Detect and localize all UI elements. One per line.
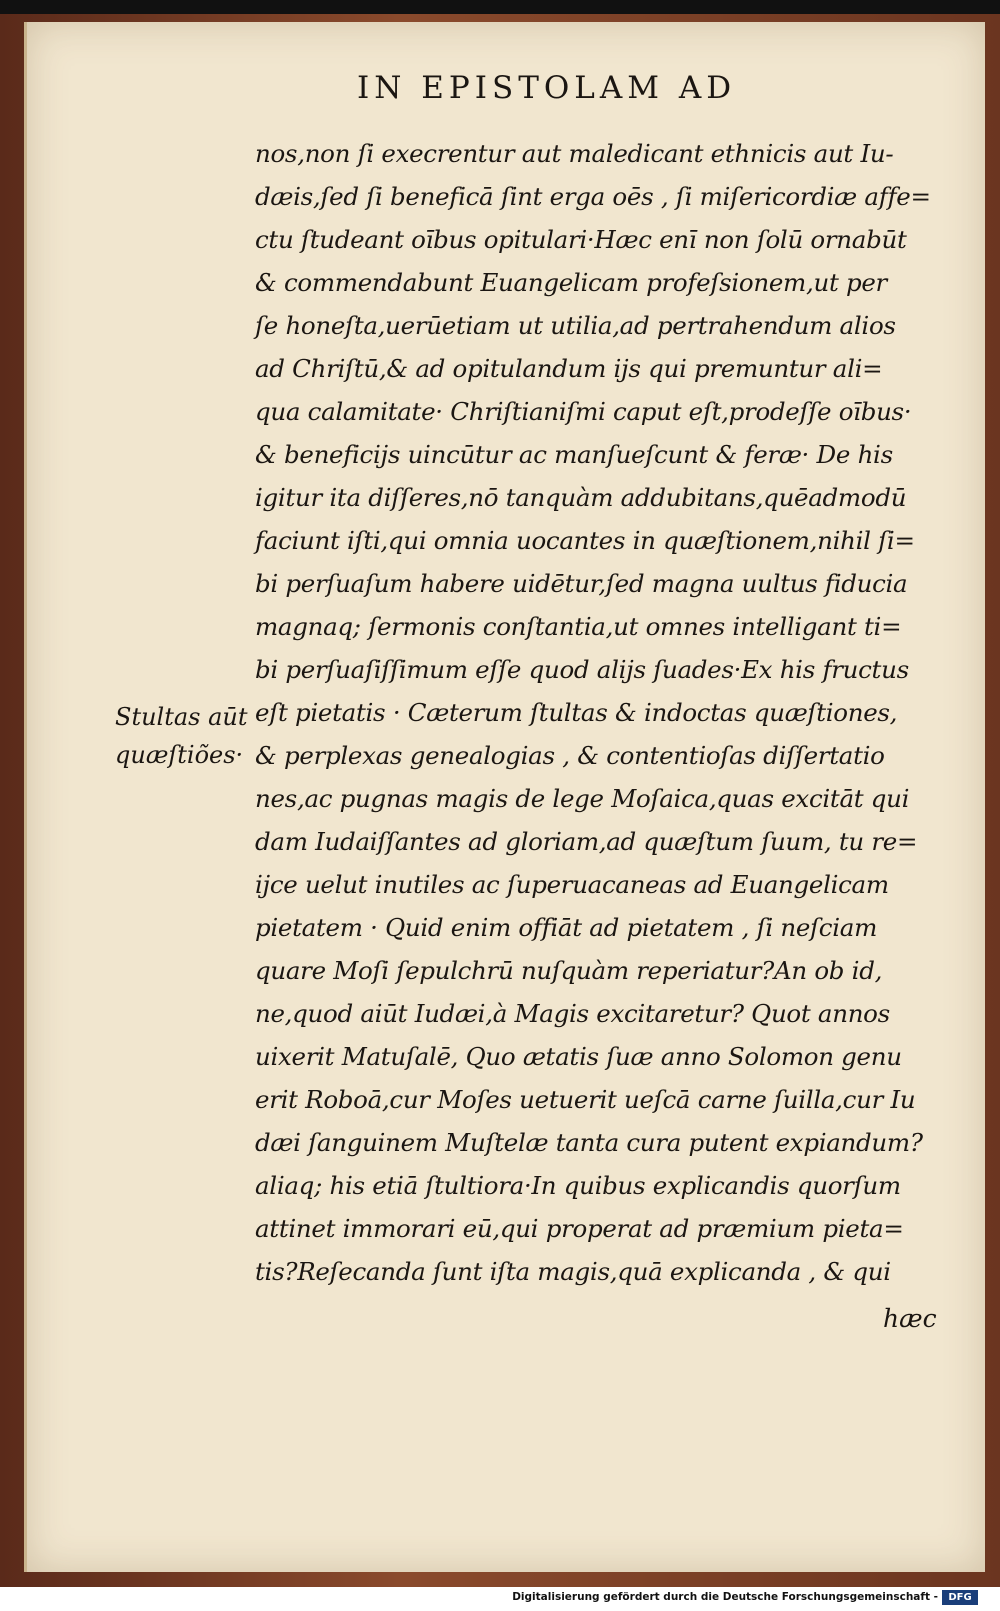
text-line: dæi ſanguinem Muſtelæ tanta cura putent expiandum? [255,1128,923,1157]
text-line: tis?Reſecanda ſunt iſta magis,quā explicanda , & qui [255,1257,891,1286]
book-page [24,22,985,1572]
text-line: bi perſuaſiſſimum eſſe quod alijs ſuades·Ex his fructus [255,655,909,684]
text-line: qua calamitate· Chriſtianiſmi caput eſt,prodeſſe oībus· [255,397,912,426]
text-line: & beneficijs uincūtur ac manſueſcunt & feræ· De his [255,440,893,469]
top-border [0,0,1000,14]
text-line: pietatem · Quid enim offiāt ad pietatem , ſi neſciam [255,913,877,942]
text-line: faciunt iſti,qui omnia uocantes in quæſtionem,nihil ſi= [255,526,915,555]
text-line: dam Iudaiſſantes ad gloriam,ad quæſtum ſuum, tu re= [255,827,918,856]
catchword: hæc [883,1304,937,1333]
text-line: igitur ita diſſeres,nō tanquàm addubitans,quēadmodū [255,483,907,512]
margin-note-line: quæſtiões· [115,741,244,769]
text-line: bi perſuaſum habere uidētur,ſed magna uultus fiducia [255,569,908,598]
running-head: IN EPISTOLAM AD [357,70,737,106]
text-line: nos,non ſi execrentur aut maledicant ethnicis aut Iu- [255,139,894,168]
text-line: ctu ſtudeant oībus opitulari·Hæc enī non ſolū ornabūt [255,225,907,254]
text-line: & commendabunt Euangelicam profeſsionem,ut per [255,268,887,297]
text-line: magnaq; ſermonis conſtantia,ut omnes intelligant ti= [255,612,902,641]
margin-note-line: Stultas aūt [115,703,248,731]
text-line: erit Roboā,cur Moſes uetuerit ueſcā carne ſuilla,cur Iu [255,1085,916,1114]
text-line: quare Moſi ſepulchrū nuſquàm reperiatur?An ob id, [255,956,883,985]
digitization-footer [0,1587,1000,1611]
text-line: & perplexas genealogias , & contentioſas diſſertatio [255,741,885,770]
text-line: ad Chriſtū,& ad opitulandum ijs qui premuntur ali= [255,354,883,383]
text-line: nes,ac pugnas magis de lege Moſaica,quas excitāt qui [255,784,910,813]
body-text [255,132,935,1293]
text-line: attinet immorari eū,qui properat ad præmium pieta= [255,1214,904,1243]
footer-credit: Digitalisierung gefördert durch die Deutsche Forschungsgemeinschaft - [512,1591,938,1603]
text-line: uixerit Matuſalē, Quo ætatis ſuæ anno Solomon genu [255,1042,902,1071]
text-line: aliaq; his etiā ſtultiora·In quibus explicandis quorſum [255,1171,901,1200]
text-line: ne,quod aiūt Iudæi,à Magis excitaretur? Quot annos [255,999,890,1028]
margin-note [115,698,265,774]
dfg-logo: DFG [942,1590,978,1605]
text-line: ijce uelut inutiles ac ſuperuacaneas ad Euangelicam [255,870,889,899]
text-line: eſt pietatis · Cæterum ſtultas & indoctas quæſtiones, [255,698,898,727]
text-line: dæis,ſed ſi beneficā ſint erga oēs , ſi miſericordiæ affe= [255,182,931,211]
text-line: ſe honeſta,uerūetiam ut utilia,ad pertrahendum alios [255,311,896,340]
